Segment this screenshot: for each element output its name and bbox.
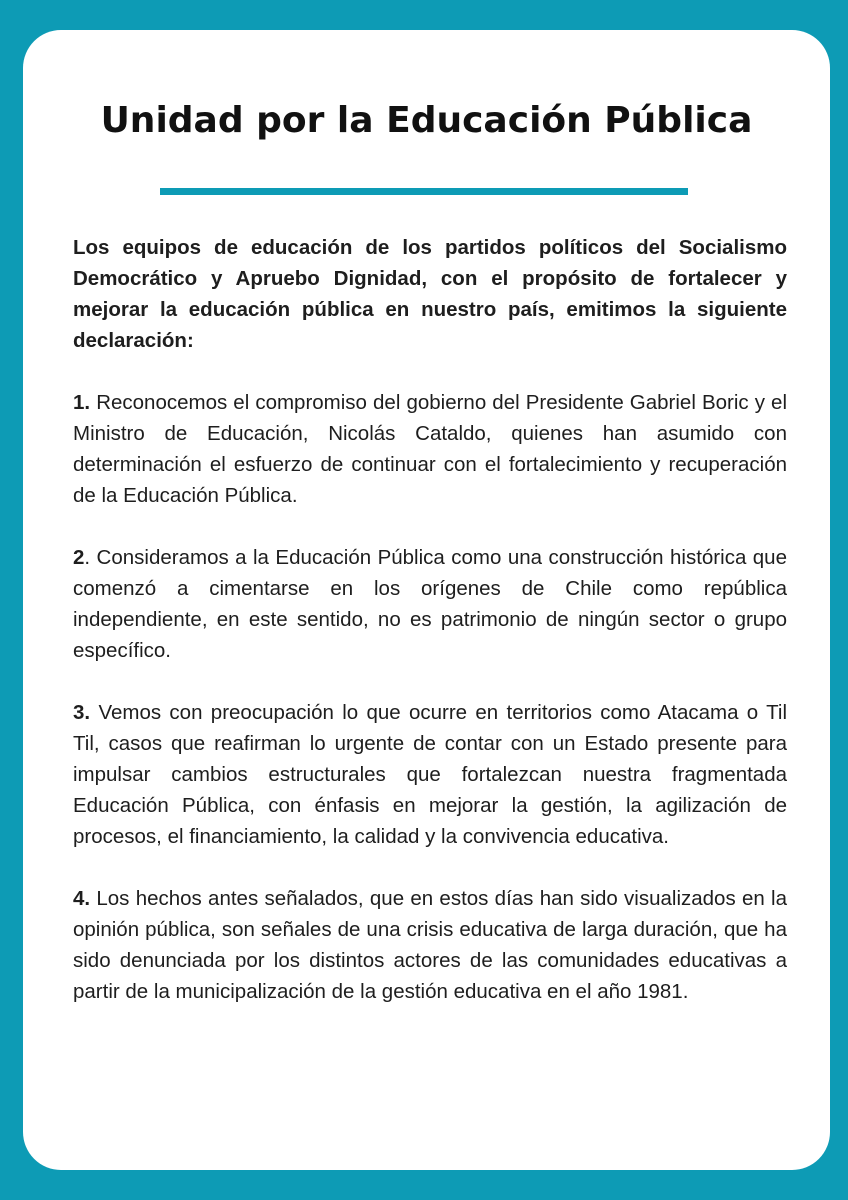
point-text: Los hechos antes señalados, que en estos días han sido visualizados en la opinión pública, son señales de una crisis educativa de larga duración, que ha sido denunciada por los distintos actores de las comunidades educativas a partir de la municipalización de la gestión educativa en el año 1981. xyxy=(73,887,787,1003)
point-number: 3. xyxy=(73,701,91,724)
point-number: 4. xyxy=(73,887,91,910)
document-card xyxy=(23,30,830,1170)
point-paragraph-1 xyxy=(73,387,787,511)
document-title: Unidad por la Educación Pública xyxy=(100,100,753,141)
point-text: Vemos con preocupación lo que ocurre en territorios como Atacama o Til Til, casos que reafirman lo urgente de contar con un Estado presente para impulsar cambios estructurales que fortalezcan nuestra fragmentada Educación Pública, con énfasis en mejorar la gestión, la agilización de procesos, el financiamiento, la calidad y la convivencia educativa. xyxy=(73,701,788,848)
document-body xyxy=(73,232,787,1038)
point-number: 1. xyxy=(73,391,91,414)
intro-paragraph: Los equipos de educación de los partidos políticos del Socialismo Democrático y Apruebo Dignidad, con el propósito de fortalecer y mejorar la educación pública en nuestro país, emitimos la siguiente declaración: xyxy=(73,236,787,352)
point-text: Reconocemos el compromiso del gobierno del Presidente Gabriel Boric y el Ministro de Educación, Nicolás Cataldo, quienes han asumido con determinación el esfuerzo de continuar con el fortalecimiento y recuperación de la Educación Pública. xyxy=(73,391,787,507)
point-text: . Consideramos a la Educación Pública como una construcción histórica que comenzó a cimentarse en los orígenes de Chile como república independiente, en este sentido, no es patrimonio de ningún sector o grupo específico. xyxy=(73,546,787,662)
title-underline xyxy=(160,188,688,195)
point-paragraph-2 xyxy=(73,542,787,666)
point-paragraph-4 xyxy=(73,883,787,1007)
point-number: 2 xyxy=(73,546,85,569)
point-paragraph-3 xyxy=(73,697,787,852)
